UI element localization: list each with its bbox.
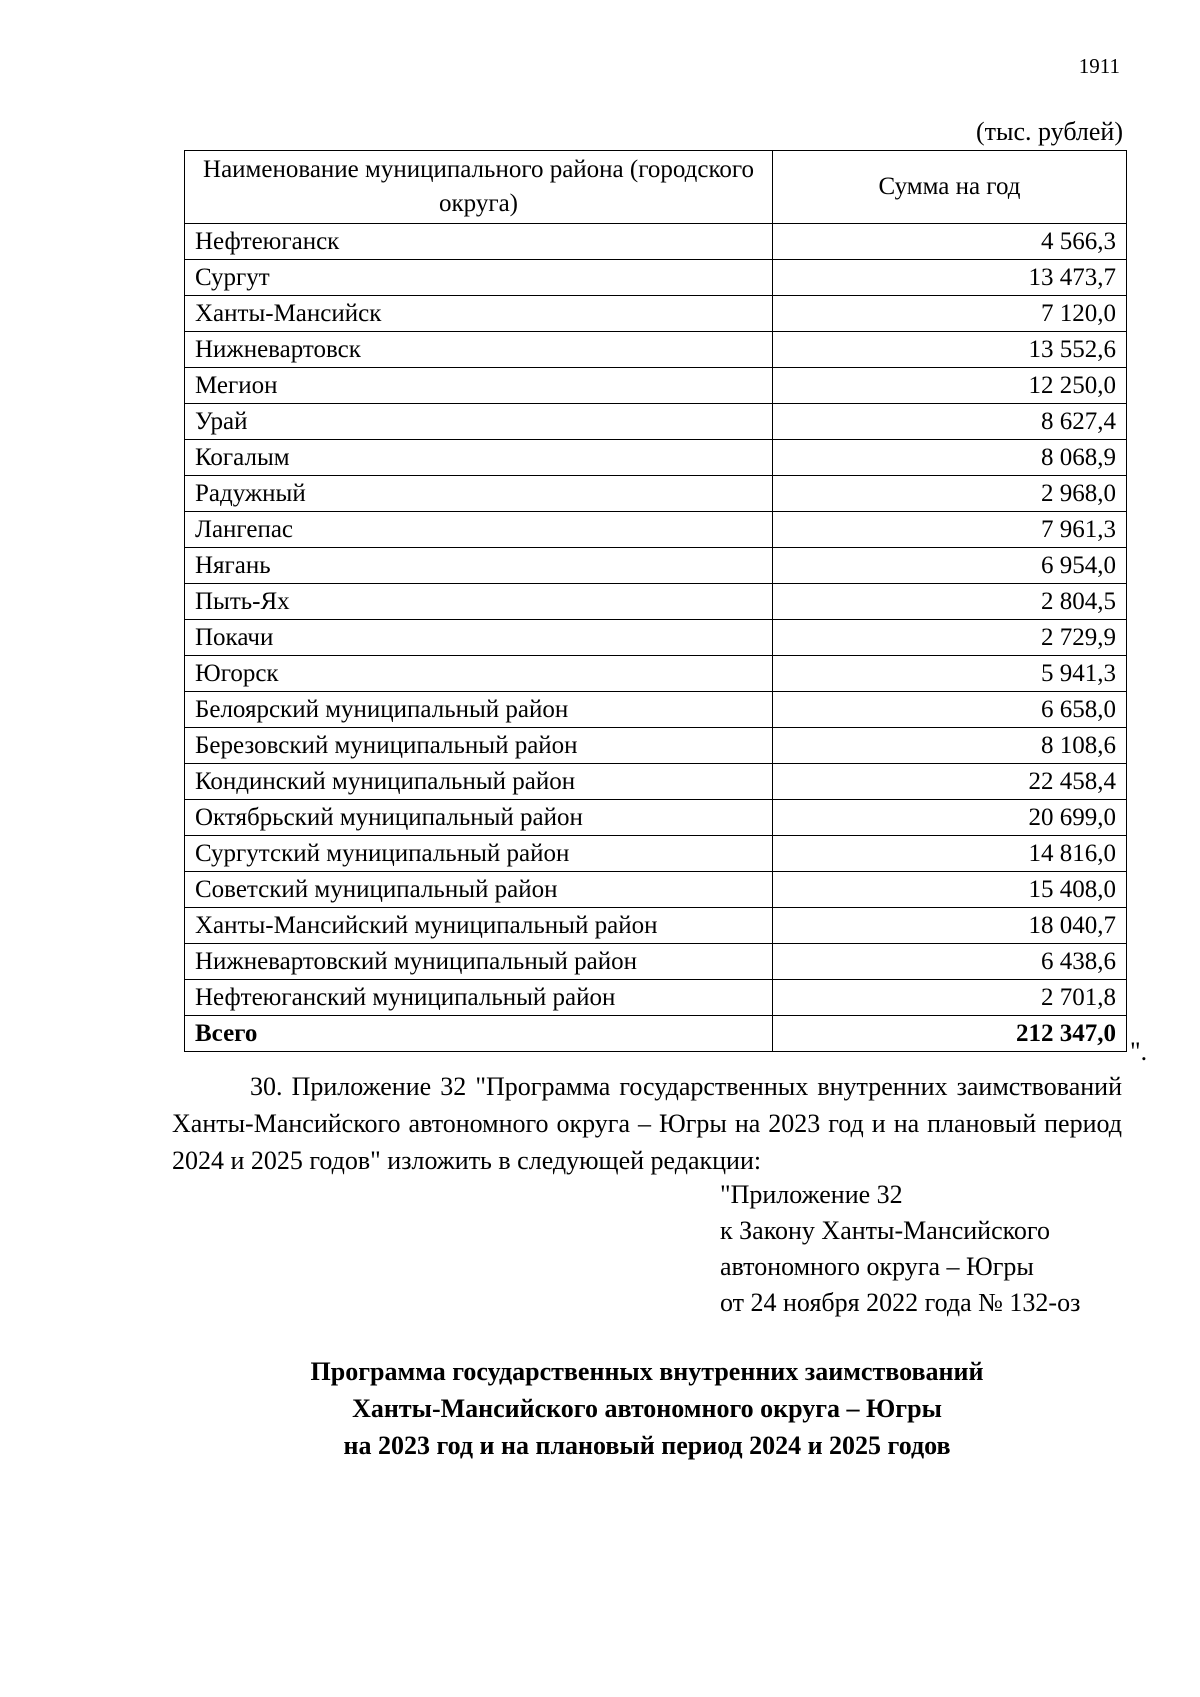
- amount-value: 15 408,0: [773, 872, 1127, 908]
- amount-value: 2 968,0: [773, 476, 1127, 512]
- municipality-name: Урай: [185, 404, 773, 440]
- municipality-name: Ханты-Мансийский муниципальный район: [185, 908, 773, 944]
- amendment-paragraph: 30. Приложение 32 "Программа государственных внутренних заимствований Ханты-Мансийского автономного округа – Югры на 2023 год и на плановый период 2024 и 2025 годов" изложить в следующей редакции:: [172, 1072, 1122, 1175]
- amount-value: 14 816,0: [773, 836, 1127, 872]
- amount-value: 8 627,4: [773, 404, 1127, 440]
- amount-value: 6 438,6: [773, 944, 1127, 980]
- budget-table: [184, 150, 1127, 1052]
- table-row: [185, 872, 1127, 908]
- total-label: Всего: [185, 1016, 773, 1052]
- header-amount: Сумма на год: [773, 151, 1127, 224]
- amount-value: 2 729,9: [773, 620, 1127, 656]
- amount-value: 8 068,9: [773, 440, 1127, 476]
- table-row: [185, 980, 1127, 1016]
- municipality-name: Белоярский муниципальный район: [185, 692, 773, 728]
- municipality-name: Лангепас: [185, 512, 773, 548]
- appendix-line: от 24 ноября 2022 года № 132-оз: [720, 1288, 1081, 1317]
- table-row: [185, 476, 1127, 512]
- amount-value: 7 120,0: [773, 296, 1127, 332]
- municipality-name: Покачи: [185, 620, 773, 656]
- municipality-name: Югорск: [185, 656, 773, 692]
- municipality-name: Березовский муниципальный район: [185, 728, 773, 764]
- table-row: [185, 332, 1127, 368]
- table-row: [185, 728, 1127, 764]
- table-header-row: [185, 151, 1127, 224]
- municipality-name: Нижневартовский муниципальный район: [185, 944, 773, 980]
- amount-value: 22 458,4: [773, 764, 1127, 800]
- table-row: [185, 908, 1127, 944]
- amount-value: 13 473,7: [773, 260, 1127, 296]
- appendix-line: "Приложение 32: [720, 1180, 903, 1209]
- amount-value: 8 108,6: [773, 728, 1127, 764]
- page-number: 1911: [1078, 54, 1120, 78]
- program-title: [172, 1353, 1122, 1464]
- amount-value: 13 552,6: [773, 332, 1127, 368]
- municipality-name: Ханты-Мансийск: [185, 296, 773, 332]
- table-row: [185, 368, 1127, 404]
- municipality-name: Сургутский муниципальный район: [185, 836, 773, 872]
- table-row: [185, 296, 1127, 332]
- amount-value: 2 804,5: [773, 584, 1127, 620]
- program-title-line: на 2023 год и на плановый период 2024 и 2025 годов: [343, 1431, 951, 1460]
- municipality-name: Советский муниципальный район: [185, 872, 773, 908]
- municipality-name: Нягань: [185, 548, 773, 584]
- municipality-name: Нефтеюганский муниципальный район: [185, 980, 773, 1016]
- table-row: [185, 512, 1127, 548]
- amount-value: 12 250,0: [773, 368, 1127, 404]
- table-row: [185, 260, 1127, 296]
- municipality-name: Радужный: [185, 476, 773, 512]
- table-body: [185, 224, 1127, 1052]
- municipality-name: Нефтеюганск: [185, 224, 773, 260]
- total-amount: 212 347,0: [773, 1016, 1127, 1052]
- municipality-name: Когалым: [185, 440, 773, 476]
- municipality-name: Октябрьский муниципальный район: [185, 800, 773, 836]
- appendix-reference: [720, 1177, 1120, 1321]
- table-row: [185, 440, 1127, 476]
- total-row: [185, 1016, 1127, 1052]
- municipality-name: Сургут: [185, 260, 773, 296]
- amount-value: 7 961,3: [773, 512, 1127, 548]
- amount-value: 20 699,0: [773, 800, 1127, 836]
- table-row: [185, 548, 1127, 584]
- municipality-name: Пыть-Ях: [185, 584, 773, 620]
- header-municipality: Наименование муниципального района (городского округа): [185, 151, 773, 224]
- table-row: [185, 224, 1127, 260]
- table-row: [185, 404, 1127, 440]
- table-row: [185, 800, 1127, 836]
- amount-value: 18 040,7: [773, 908, 1127, 944]
- table-row: [185, 836, 1127, 872]
- municipality-name: Нижневартовск: [185, 332, 773, 368]
- table-row: [185, 764, 1127, 800]
- closing-quote: ".: [1130, 1037, 1148, 1066]
- table-row: [185, 944, 1127, 980]
- amount-value: 4 566,3: [773, 224, 1127, 260]
- municipality-name: Кондинский муниципальный район: [185, 764, 773, 800]
- program-title-line: Ханты-Мансийского автономного округа – Югры: [352, 1394, 942, 1423]
- table-row: [185, 656, 1127, 692]
- amount-value: 6 658,0: [773, 692, 1127, 728]
- program-title-line: Программа государственных внутренних заимствований: [310, 1357, 984, 1386]
- municipality-name: Мегион: [185, 368, 773, 404]
- amount-value: 2 701,8: [773, 980, 1127, 1016]
- table-row: [185, 692, 1127, 728]
- units-label: (тыс. рублей): [975, 117, 1123, 146]
- table-row: [185, 584, 1127, 620]
- amount-value: 6 954,0: [773, 548, 1127, 584]
- appendix-line: автономного округа – Югры: [720, 1252, 1034, 1281]
- appendix-line: к Закону Ханты-Мансийского: [720, 1216, 1050, 1245]
- table-row: [185, 620, 1127, 656]
- amount-value: 5 941,3: [773, 656, 1127, 692]
